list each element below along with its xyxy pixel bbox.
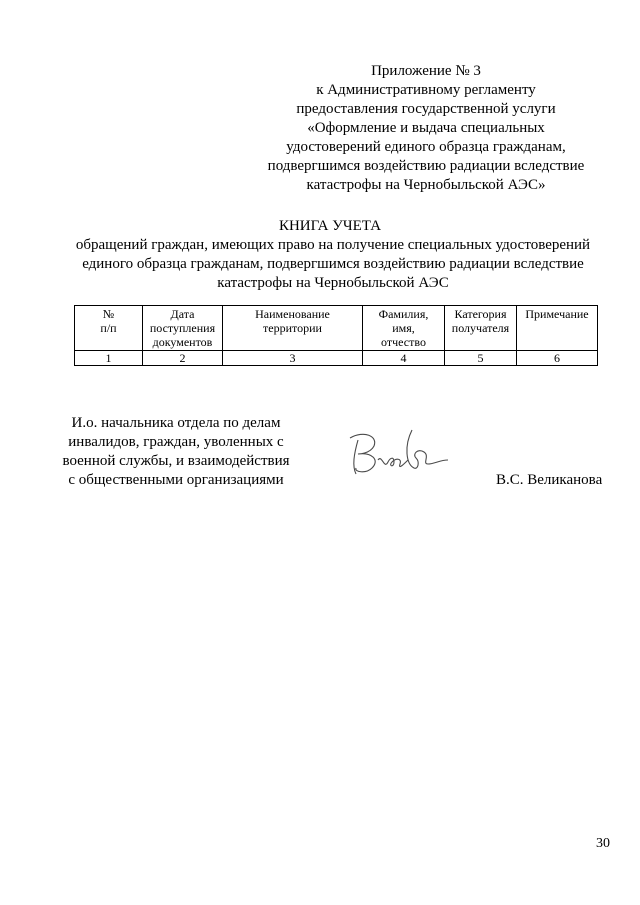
column-number: 3: [223, 351, 363, 366]
column-header-category: Категория получателя: [445, 306, 517, 351]
page-number: 30: [596, 836, 610, 851]
signer-position-line: инвалидов, граждан, уволенных с: [68, 434, 284, 450]
appendix-line: подвергшимся воздействию радиации вследствие: [267, 158, 585, 174]
book-subtitle: [60, 236, 606, 293]
handwritten-signature: [344, 424, 454, 484]
book-title: КНИГА УЧЕТА: [278, 218, 382, 234]
appendix-line: «Оформление и выдача специальных: [307, 120, 545, 136]
signer-name: В.С. Великанова: [496, 472, 603, 488]
signer-position-line: И.о. начальника отдела по делам: [71, 415, 281, 431]
column-number: 5: [445, 351, 517, 366]
book-subtitle-line: катастрофы на Чернобыльской АЭС: [217, 275, 449, 291]
column-header-number: № п/п: [75, 306, 143, 351]
signer-position-line: военной службы, и взаимодействия: [62, 453, 290, 469]
column-header-full-name: Фамилия, имя, отчество: [363, 306, 445, 351]
table-row: [75, 351, 598, 366]
column-number: 6: [517, 351, 598, 366]
appendix-line: предоставления государственной услуги: [296, 101, 556, 117]
column-number: 1: [75, 351, 143, 366]
table-header-row: [75, 306, 598, 351]
book-subtitle-line: единого образца гражданам, подвергшимся воздействию радиации вследствие: [82, 256, 584, 272]
book-subtitle-line: обращений граждан, имеющих право на получение специальных удостоверений: [75, 237, 591, 253]
column-number: 4: [363, 351, 445, 366]
column-number: 2: [143, 351, 223, 366]
register-table: [74, 305, 598, 366]
appendix-line: Приложение № 3: [371, 63, 481, 79]
column-header-note: Примечание: [517, 306, 598, 351]
signer-position-line: с общественными организациями: [68, 472, 284, 488]
column-header-territory: Наименование территории: [223, 306, 363, 351]
column-header-date: Дата поступления документов: [143, 306, 223, 351]
appendix-line: удостоверений единого образца гражданам,: [286, 139, 566, 155]
appendix-line: к Административному регламенту: [316, 82, 536, 98]
appendix-header: [246, 62, 606, 195]
appendix-line: катастрофы на Чернобыльской АЭС»: [306, 177, 546, 193]
signer-position: [60, 414, 292, 490]
